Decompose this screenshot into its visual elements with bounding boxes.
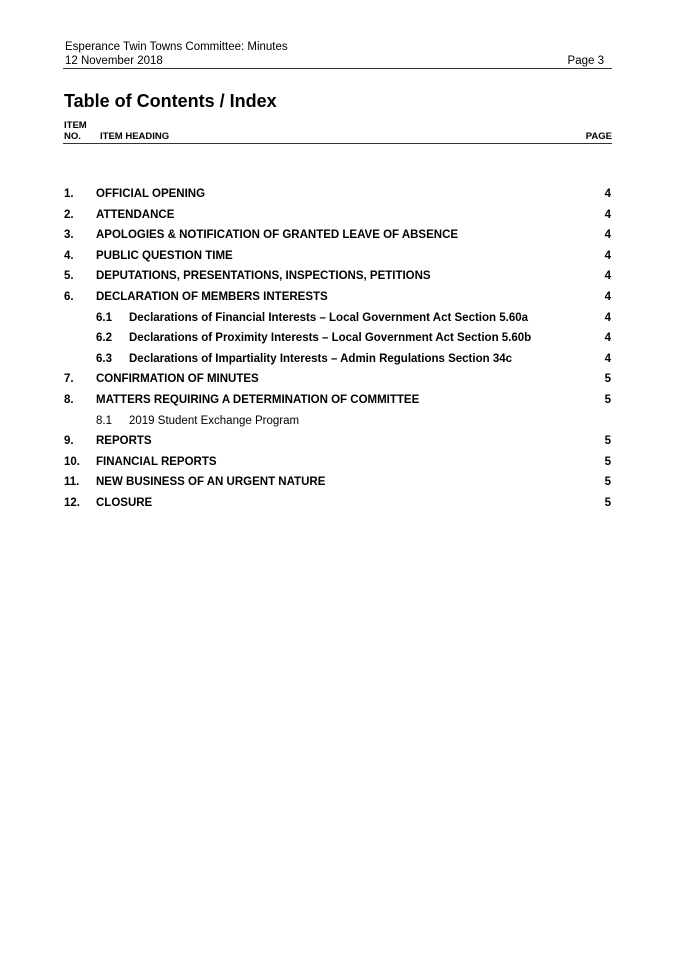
toc-entry-number: 6. bbox=[64, 290, 74, 303]
toc-entry[interactable] bbox=[0, 207, 675, 228]
toc-entry-number: 9. bbox=[64, 435, 74, 448]
toc-subentry[interactable] bbox=[0, 330, 675, 351]
toc-entry-heading: MATTERS REQUIRING A DETERMINATION OF COMMITTEE bbox=[96, 393, 420, 406]
toc-entry-heading: DEPUTATIONS, PRESENTATIONS, INSPECTIONS, PETITIONS bbox=[96, 270, 431, 283]
toc-subentry[interactable] bbox=[0, 413, 675, 434]
column-header-item-line1: ITEM bbox=[64, 120, 87, 131]
toc-entry-heading: OFFICIAL OPENING bbox=[96, 188, 206, 200]
toc-subentry-page: 4 bbox=[604, 352, 611, 365]
toc-entry-number: 10. bbox=[64, 455, 80, 468]
toc-entry-heading: APOLOGIES & NOTIFICATION OF GRANTED LEAVE OF ABSENCE bbox=[96, 229, 459, 242]
toc-entry-heading: FINANCIAL REPORTS bbox=[96, 455, 217, 468]
toc-entry[interactable] bbox=[0, 454, 675, 475]
page-title: Table of Contents / Index bbox=[64, 91, 277, 111]
toc-subentry[interactable] bbox=[0, 351, 675, 372]
column-header-item-line2: NO. bbox=[64, 131, 81, 142]
toc-subentry-heading: 2019 Student Exchange Program bbox=[129, 414, 300, 427]
toc-entry-page: 5 bbox=[604, 455, 611, 468]
toc-entry-number: 11. bbox=[64, 476, 80, 489]
toc-entry-heading: CLOSURE bbox=[96, 496, 153, 509]
toc-entry-page: 5 bbox=[604, 435, 611, 448]
header-divider bbox=[63, 68, 612, 69]
toc-entry[interactable] bbox=[0, 248, 675, 269]
toc-entry-page: 5 bbox=[604, 393, 611, 406]
toc-entry-page: 4 bbox=[604, 229, 611, 242]
toc-entry-page: 4 bbox=[604, 188, 611, 200]
toc-entry[interactable] bbox=[0, 474, 675, 495]
toc-entry-page: 4 bbox=[604, 208, 611, 221]
toc-entry-heading: ATTENDANCE bbox=[96, 208, 175, 221]
toc-subentry-page: 4 bbox=[604, 311, 611, 324]
column-header-heading: ITEM HEADING bbox=[100, 131, 170, 142]
toc-entry[interactable] bbox=[0, 227, 675, 248]
toc-list bbox=[0, 186, 675, 516]
toc-entry-number: 7. bbox=[64, 373, 74, 386]
toc-subentry-page: 4 bbox=[604, 332, 611, 345]
toc-entry-number: 3. bbox=[64, 229, 74, 242]
toc-entry[interactable] bbox=[0, 289, 675, 310]
toc-subentry-number: 6.1 bbox=[96, 311, 112, 324]
toc-entry-page: 4 bbox=[604, 249, 611, 262]
toc-entry-page: 4 bbox=[604, 290, 611, 303]
toc-subentry-heading: Declarations of Financial Interests – Local Government Act Section 5.60a bbox=[129, 311, 529, 324]
toc-entry[interactable] bbox=[0, 392, 675, 413]
toc-entry-number: 12. bbox=[64, 496, 80, 509]
toc-subentry-number: 6.3 bbox=[96, 352, 112, 365]
header-title: Esperance Twin Towns Committee: Minutes bbox=[65, 41, 288, 53]
toc-entry-heading: NEW BUSINESS OF AN URGENT NATURE bbox=[96, 476, 326, 489]
toc-subentry-heading: Declarations of Impartiality Interests – Admin Regulations Section 34c bbox=[129, 352, 513, 365]
toc-subentry-number: 8.1 bbox=[96, 414, 112, 427]
toc-entry-page: 5 bbox=[604, 476, 611, 489]
header-page-number: Page 3 bbox=[567, 55, 604, 67]
toc-entry[interactable] bbox=[0, 268, 675, 289]
toc-entry[interactable] bbox=[0, 495, 675, 516]
toc-entry-heading: DECLARATION OF MEMBERS INTERESTS bbox=[96, 290, 328, 303]
toc-entry-number: 2. bbox=[64, 208, 74, 221]
toc-entry-page: 5 bbox=[604, 496, 611, 509]
header-date: 12 November 2018 bbox=[65, 55, 163, 67]
toc-subentry-number: 6.2 bbox=[96, 332, 112, 345]
toc-entry-page: 4 bbox=[604, 270, 611, 283]
toc-entry-number: 8. bbox=[64, 393, 74, 406]
toc-entry-heading: PUBLIC QUESTION TIME bbox=[96, 249, 233, 262]
toc-entry-number: 4. bbox=[64, 249, 74, 262]
toc-entry-page: 5 bbox=[604, 373, 611, 386]
column-header-page: PAGE bbox=[585, 131, 612, 142]
toc-entry[interactable] bbox=[0, 186, 675, 207]
toc-subentry[interactable] bbox=[0, 310, 675, 331]
toc-entry-heading: CONFIRMATION OF MINUTES bbox=[96, 373, 259, 386]
toc-entry-number: 1. bbox=[64, 188, 74, 200]
toc-entry-heading: REPORTS bbox=[96, 435, 152, 448]
toc-entry-number: 5. bbox=[64, 270, 74, 283]
toc-entry[interactable] bbox=[0, 433, 675, 454]
toc-subentry-heading: Declarations of Proximity Interests – Local Government Act Section 5.60b bbox=[129, 332, 532, 345]
column-header-divider bbox=[63, 143, 612, 144]
toc-entry[interactable] bbox=[0, 371, 675, 392]
